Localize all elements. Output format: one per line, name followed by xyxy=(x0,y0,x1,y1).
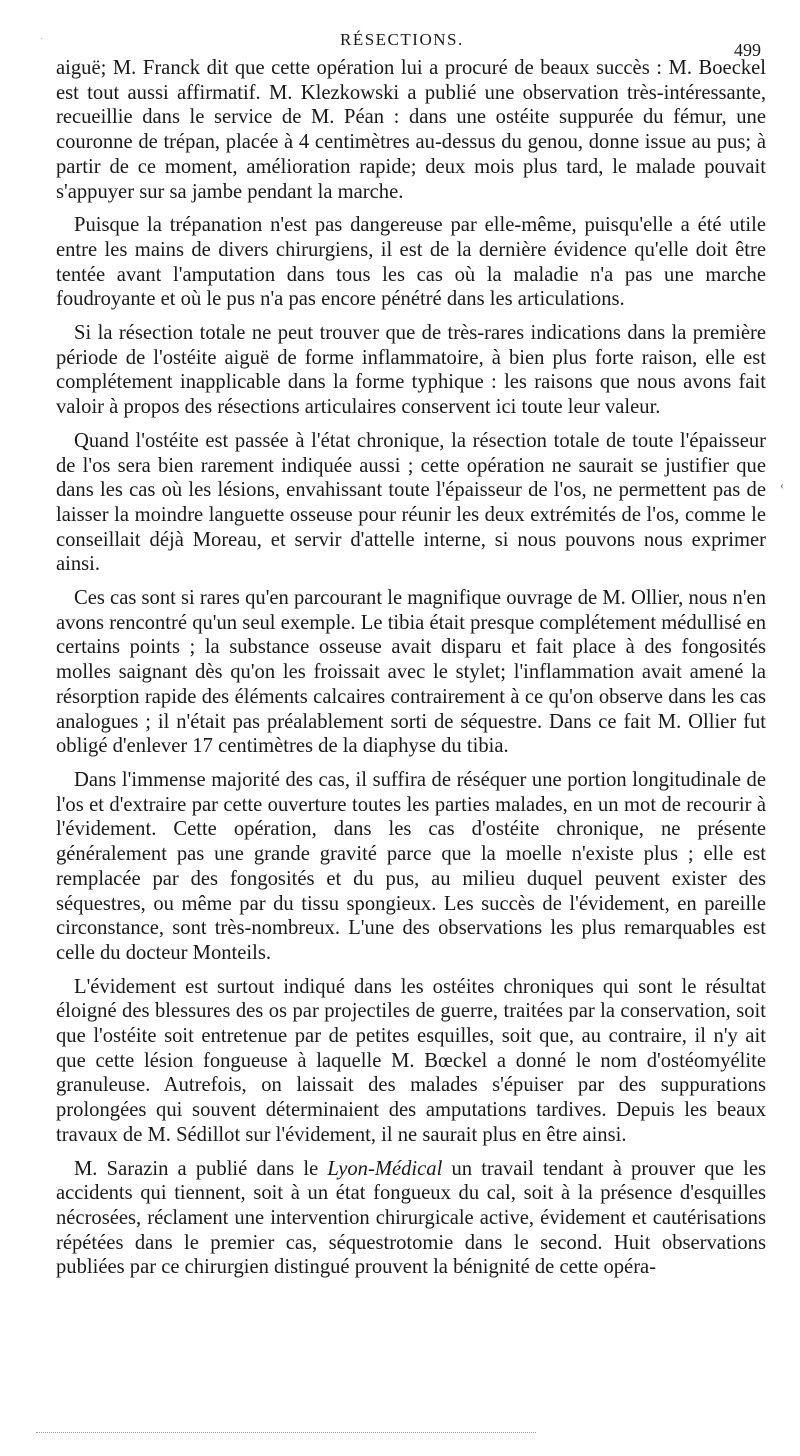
paragraph: L'évidement est surtout indiqué dans les ostéites chroniques qui sont le résultat éloigné des blessures des os par projectiles de guerre, traitées par la conservation, soit que l'ostéite soit entretenue par de petites esquilles, soit que, au contraire, il n'y ait que cette lésion fongueuse à laquelle M. Bœckel a donné le nom d'ostéomyélite granuleuse. Autrefois, on laissait des malades s'épuiser par des suppurations prolongées qui souvent déterminaient des amputations tardives. Depuis les beaux travaux de M. Sédillot sur l'évidement, il ne saurait plus en être ainsi. xyxy=(56,975,766,1146)
running-title: RÉSECTIONS. xyxy=(340,30,464,49)
paragraph: Si la résection totale ne peut trouver que de très-rares indications dans la première période de l'ostéite aiguë de forme inflammatoire, à bien plus forte raison, elle est complétement inapplicable dans la forme typhique : les raisons que nous avons fait valoir à propos des résections articulaires conservent ici toute leur valeur. xyxy=(56,322,766,419)
margin-speck: · xyxy=(40,34,44,45)
page-number: 499 xyxy=(734,40,761,60)
paragraph-text: un travail tendant à prouver que les accidents qui tiennent, soit à un état fongueux du cal, soit à la présence d'esquilles nécrosées, réclament une intervention chirurgicale active, évidement et cautérisations répétées dans le premier cas, séquestrotomie dans le second. Huit observations publiées par ce chirurgien distingué prouvent la bénignité de cette opéra- xyxy=(56,1157,766,1279)
paragraph: Quand l'ostéite est passée à l'état chronique, la résection totale de toute l'épaisseur de l'os sera bien rarement indiquée aussi ; cette opération ne saurait se justifier que dans les cas où les lésions, envahissant toute l'épaisseur de l'os, ne permettent pas de laisser la moindre languette osseuse pour réunir les deux extrémités de l'os, comme le conseillait déjà Moreau, et servir d'attelle interne, si nous pouvons nous exprimer ainsi. xyxy=(56,429,766,576)
paragraph: Puisque la trépanation n'est pas dangereuse par elle-même, puisqu'elle a été utile entre les mains de divers chirurgiens, il est de la dernière évidence qu'elle doit être tentée avant l'amputation dans tous les cas où la maladie n'a pas une marche foudroyante et où le pus n'a pas encore pénétré dans les articulations. xyxy=(56,214,766,311)
paragraph: aiguë; M. Franck dit que cette opération lui a procuré de beaux succès : M. Boeckel est tout aussi affirmatif. M. Klezkowski a publié une observation très-intéressante, recueillie dans le service de M. Péan : dans une ostéite suppurée du fémur, une couronne de trépan, placée à 4 centimètres au-dessus du genou, donne issue au pus; à partir de ce moment, amélioration rapide; deux mois plus tard, le malade pouvait s'appuyer sur sa jambe pendant la marche. xyxy=(56,57,766,203)
page-header xyxy=(0,28,800,58)
journal-title: Lyon-Médical xyxy=(327,1157,443,1180)
paragraph: Ces cas sont si rares qu'en parcourant le magnifique ouvrage de M. Ollier, nous n'en avons rencontré qu'un seul exemple. Le tibia était presque complétement médullisé en certains points ; la substance osseuse avait disparu et fait place à des fongosités molles saignant dès qu'on les froissait avec le stylet; l'inflammation avait amené la résorption rapide des éléments calcaires contrairement à ce qu'on observe dans les cas analogues ; il n'était pas préalablement sorti de séquestre. Dans ce fait M. Ollier fut obligé d'enlever 17 centimètres de la diaphyse du tibia. xyxy=(56,587,766,758)
body-text xyxy=(56,56,766,1289)
paragraph-text: M. Sarazin a publié dans le xyxy=(74,1157,328,1180)
margin-mark: ‹ xyxy=(780,478,784,492)
footer-dotted-rule xyxy=(36,1432,536,1433)
paragraph: Dans l'immense majorité des cas, il suffira de réséquer une portion longitudinale de l'os et d'extraire par cette ouverture toutes les parties malades, en un mot de recourir à l'évidement. Cette opération, dans les cas d'ostéite chronique, ne présente généralement pas une grande gravité parce que la moelle n'existe plus ; elle est remplacée par des fongosités et du pus, au milieu duquel peuvent exister des séquestres, ou même par du tissu spongieux. Les succès de l'évidement, en pareille circonstance, sont très-nombreux. L'une des observations les plus remarquables est celle du docteur Monteils. xyxy=(56,768,766,964)
paragraph-with-citation xyxy=(56,1157,766,1281)
